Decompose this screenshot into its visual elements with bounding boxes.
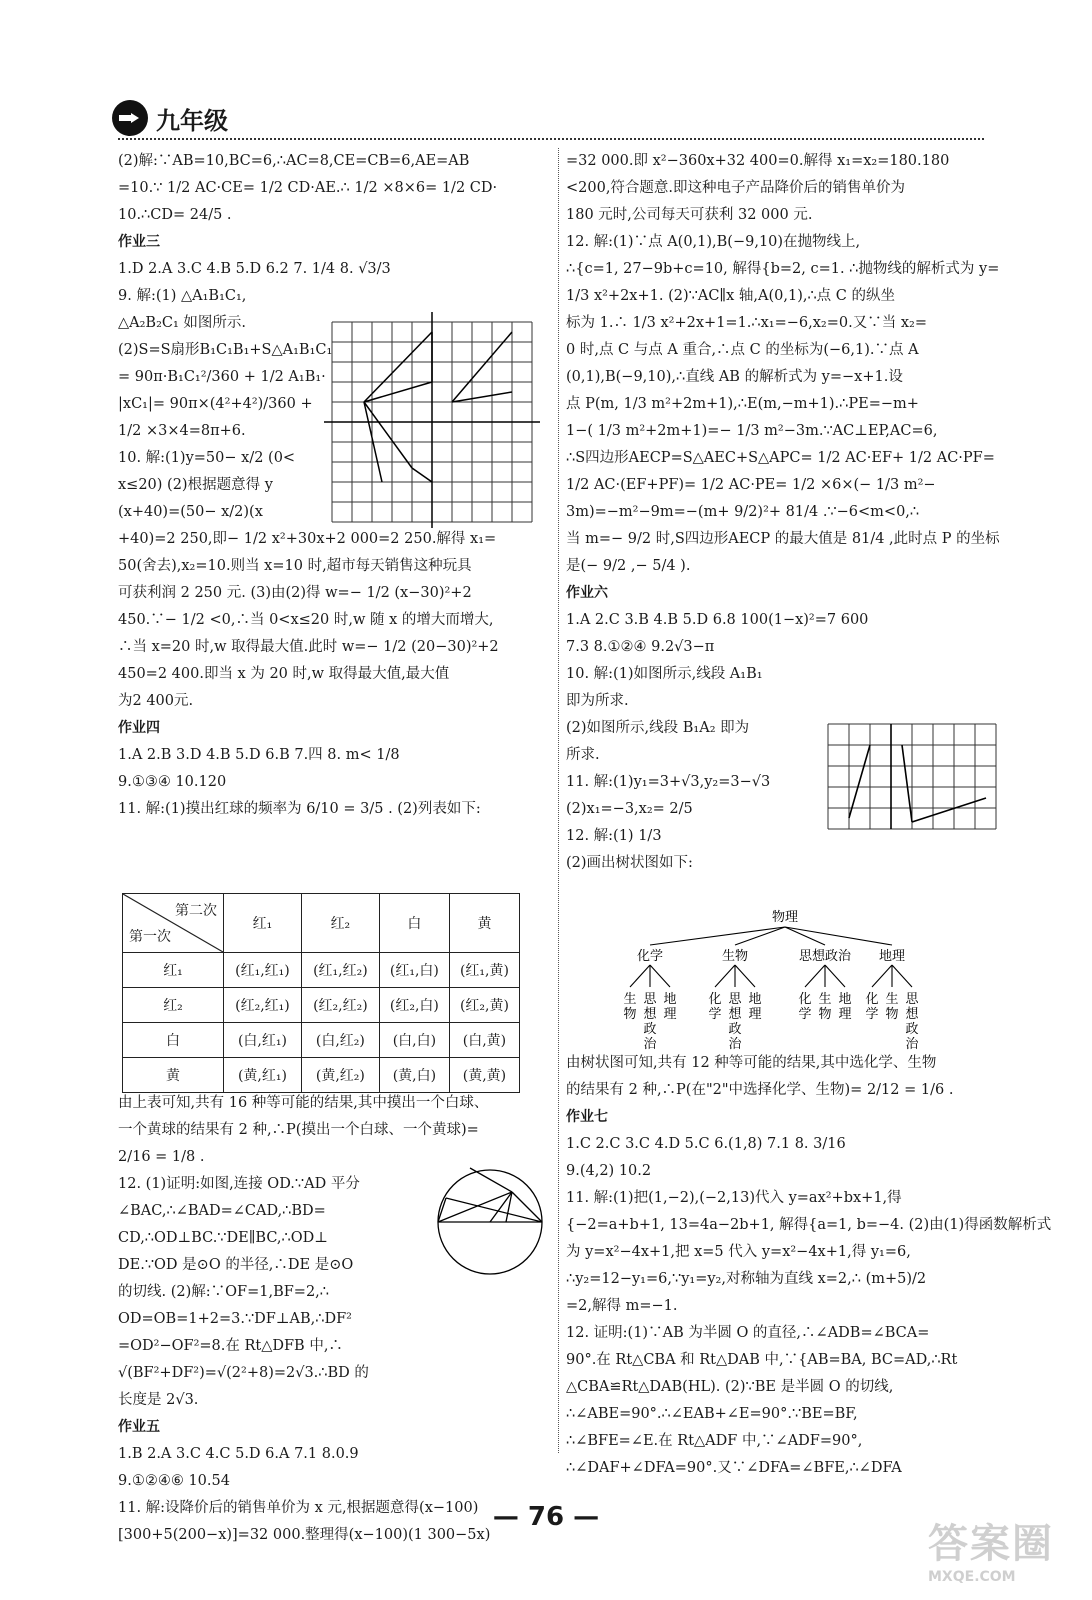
text-line: 12. 解:(1)∵点 A(0,1),B(−9,10)在抛物线上, [566, 234, 861, 250]
text-line: 1/3 x²+2x+1. (2)∵AC∥x 轴,A(0,1),∴点 C 的纵坐 [566, 288, 895, 304]
column-header: 红₁ [224, 894, 302, 953]
text-line: 1−( 1/3 m²+2m+1)=− 1/3 m²−3m.∵AC⊥EP,AC=6, [566, 423, 938, 439]
tree-leaf-char: 想 [643, 1007, 657, 1022]
text-line: 12. (1)证明:如图,连接 OD.∵AD 平分 [118, 1176, 360, 1192]
text-line: |xC₁|= 90π×(4²+4²)/360 + [118, 396, 313, 412]
tree-leaf-char: 思 [643, 992, 657, 1007]
table-cell: (红₂,白) [379, 988, 449, 1023]
arrow-logo-icon [112, 100, 148, 136]
text-line: 11. 解:设降价后的销售单价为 x 元,根据题意得(x−100) [118, 1500, 479, 1516]
row-header: 红₁ [123, 953, 224, 988]
text-line: 3m)=−m²−9m=−(m+ 9/2)²+ 81/4 .∵−6<m<0,∴ [566, 504, 920, 520]
tree-leaf-char: 思 [905, 992, 919, 1007]
answer-line: 7.3 8.①②④ 9.2√3−π [566, 639, 715, 655]
text-line: 90°.在 Rt△CBA 和 Rt△DAB 中,∵{AB=BA, BC=AD,∴Rt [566, 1352, 958, 1368]
text-line: 可获利润 2 250 元. (3)由(2)得 w=− 1/2 (x−30)²+2 [118, 585, 472, 601]
table-row [123, 988, 520, 1023]
answer-line: 9.①②④⑥ 10.54 [118, 1473, 230, 1489]
text-line: 50(舍去),x₂=10.则当 x=10 时,超市每天销售这种玩具 [118, 558, 472, 574]
table-cell: (白,红₂) [301, 1023, 379, 1058]
text-line: 一个黄球的结果有 2 种,∴P(摸出一个白球、一个黄球)= [118, 1122, 479, 1138]
table-cell: (白,黄) [449, 1023, 519, 1058]
text-line: 12. 证明:(1)∵AB 为半圆 O 的直径,∴∠ADB=∠BCA= [566, 1325, 930, 1341]
text-line: 10. 解:(1)y=50− x/2 (0< [118, 450, 296, 466]
text-line: =OD²−OF²=8.在 Rt△DFB 中,∴ [118, 1338, 343, 1354]
text-line: =10.∵ 1/2 AC·CE= 1/2 CD·AE.∴ 1/2 ×8×6= 1/2 CD· [118, 180, 498, 196]
left-column-bottom [118, 1090, 550, 1549]
coordinate-grid-figure [322, 308, 546, 530]
text-line: ∴{c=1, 27−9b+c=10, 解得{b=2, c=1. ∴抛物线的解析式为 y= [566, 261, 1000, 277]
column-divider [558, 148, 559, 1453]
answer-line: 1.C 2.C 3.C 4.D 5.C 6.(1,8) 7.1 8. 3/16 [566, 1136, 846, 1152]
tree-leaf-char: 想 [905, 1007, 919, 1022]
text-line: 是(− 9/2 ,− 5/4 ). [566, 558, 691, 574]
section-title: 作业七 [566, 1109, 608, 1125]
tree-leaf-char: 学 [798, 1007, 812, 1022]
text-line: △CBA≌Rt△DAB(HL). (2)∵BE 是半圆 O 的切线, [566, 1379, 894, 1395]
text-line: (2)解:∵AB=10,BC=6,∴AC=8,CE=CB=6,AE=AB [118, 153, 470, 169]
tree-node: 化学 [636, 949, 664, 964]
table-head-first: 第一次 [129, 929, 171, 945]
table-cell: (黄,白) [379, 1058, 449, 1093]
text-line: 长度是 2√3. [118, 1392, 199, 1408]
section-title: 作业六 [566, 585, 608, 601]
table-cell: (红₁,红₂) [301, 953, 379, 988]
column-header: 白 [379, 894, 449, 953]
text-line: ∴∠BFE=∠E.在 Rt△ADF 中,∵∠ADF=90°, [566, 1433, 863, 1449]
text-line: OD=OB=1+2=3.∵DF⊥AB,∴DF² [118, 1311, 352, 1327]
row-header: 黄 [123, 1058, 224, 1093]
text-line: 1/2 AC·(EF+PF)= 1/2 AC·PE= 1/2 ×6×(− 1/3 m²− [566, 477, 936, 493]
table-cell: (白,红₁) [224, 1023, 302, 1058]
watermark-url: MXQE.COM [928, 1569, 1016, 1585]
page-number: — 76 — [492, 1502, 600, 1532]
text-line: ∴∠DAF+∠DFA=90°.又∵∠DFA=∠BFE,∴∠DFA [566, 1460, 902, 1476]
tree-leaf-char: 学 [865, 1007, 879, 1022]
tree-node: 生物 [721, 949, 749, 964]
watermark-text: 答案圈 [928, 1521, 1054, 1567]
text-line: (x+40)=(50− x/2)(x [118, 504, 263, 520]
answer-line: 1.B 2.A 3.C 4.C 5.D 6.A 7.1 8.0.9 [118, 1446, 359, 1462]
section-title: 作业三 [118, 234, 160, 250]
tree-leaf-char: 地 [663, 992, 677, 1007]
text-line: 由树状图可知,共有 12 种等可能的结果,其中选化学、生物 [566, 1055, 937, 1071]
section-title: 作业四 [118, 720, 160, 736]
table-row [123, 953, 520, 988]
answer-line: 1.A 2.B 3.D 4.B 5.D 6.B 7.四 8. m< 1/8 [118, 747, 400, 763]
text-line: (2)如图所示,线段 B₁A₂ 即为 [566, 720, 750, 736]
tree-leaves [623, 991, 919, 1052]
text-line: 11. 解:(1)摸出红球的频率为 6/10 = 3/5 . (2)列表如下: [118, 801, 481, 817]
segment-grid-figure [826, 722, 998, 840]
table-cell: (红₁,红₁) [224, 953, 302, 988]
text-line: 由上表可知,共有 16 种等可能的结果,其中摸出一个白球、 [118, 1095, 489, 1111]
tree-leaf-char: 生 [623, 992, 637, 1007]
text-line: 0 时,点 C 与点 A 重合,∴点 C 的坐标为(−6,1).∵点 A [566, 342, 919, 358]
tree-leaf-char: 学 [708, 1007, 722, 1022]
text-line: (0,1),B(−9,10),∴直线 AB 的解析式为 y=−x+1.设 [566, 369, 903, 385]
page-number-value: 76 [527, 1502, 565, 1532]
table-cell: (红₂,黄) [449, 988, 519, 1023]
text-line: 标为 1.∴ 1/3 x²+2x+1=1.∴x₁=−6,x₂=0.又∵当 x₂= [566, 315, 927, 331]
table-row [123, 1058, 520, 1093]
text-line: √(BF²+DF²)=√(2²+8)=2√3.∴BD 的 [118, 1365, 369, 1381]
table-cell: (红₂,红₂) [301, 988, 379, 1023]
text-line: 的切线. (2)解:∵OF=1,BF=2,∴ [118, 1284, 330, 1300]
text-line: 10.∴CD= 24/5 . [118, 207, 232, 223]
text-line: (2)画出树状图如下: [566, 855, 693, 871]
circle-geometry-figure [428, 1160, 556, 1270]
table-row [123, 1023, 520, 1058]
tree-leaf-char: 治 [643, 1037, 657, 1052]
tree-leaf-char: 化 [865, 992, 879, 1007]
tree-leaf-char: 理 [838, 1007, 852, 1022]
text-line: = 90π·B₁C₁²/360 + 1/2 A₁B₁· [118, 369, 326, 385]
text-line: 所求. [566, 747, 600, 763]
table-cell: (红₁,黄) [449, 953, 519, 988]
row-header: 红₂ [123, 988, 224, 1023]
row-header: 白 [123, 1023, 224, 1058]
text-line: DE.∵OD 是⊙O 的半径,∴DE 是⊙O [118, 1257, 354, 1273]
text-line: =32 000.即 x²−360x+32 400=0.解得 x₁=x₂=180.180 [566, 153, 950, 169]
text-line: 450.∵− 1/2 <0,∴当 0<x≤20 时,w 随 x 的增大而增大, [118, 612, 494, 628]
text-line: <200,符合题意.即这种电子产品降价后的销售单价为 [566, 180, 906, 196]
text-line: 为2 400元. [118, 693, 194, 709]
tree-leaf-char: 地 [748, 992, 762, 1007]
text-line: 11. 解:(1)把(1,−2),(−2,13)代入 y=ax²+bx+1,得 [566, 1190, 902, 1206]
tree-leaf-char: 治 [905, 1037, 919, 1052]
text-line: {−2=a+b+1, 13=4a−2b+1, 解得{a=1, b=−4. (2)由(1)得函数解析式 [566, 1217, 1052, 1233]
tree-leaf-char: 政 [643, 1022, 657, 1037]
tree-leaf-char: 政 [728, 1022, 742, 1037]
text-line: x≤20) (2)根据题意得 y [118, 477, 273, 493]
tree-leaf-char: 生 [885, 992, 899, 1007]
watermark-logo [928, 1512, 1078, 1592]
tree-leaf-char: 理 [663, 1007, 677, 1022]
text-line: CD,∴OD⊥BC.∵DE∥BC,∴OD⊥ [118, 1230, 328, 1246]
tree-root: 物理 [771, 910, 799, 925]
table-cell: (黄,红₂) [301, 1058, 379, 1093]
text-line: =2,解得 m=−1. [566, 1298, 678, 1314]
tree-diagram [620, 905, 950, 1055]
tree-leaf-char: 治 [728, 1037, 742, 1052]
tree-leaf-char: 理 [748, 1007, 762, 1022]
text-line: 180 元时,公司每天可获利 32 000 元. [566, 207, 813, 223]
text-line: 450=2 400.即当 x 为 20 时,w 取得最大值,最大值 [118, 666, 450, 682]
tree-leaf-char: 物 [623, 1007, 637, 1022]
tree-leaf-char: 想 [728, 1007, 742, 1022]
tree-leaf-char: 物 [818, 1007, 832, 1022]
table-cell: (白,白) [379, 1023, 449, 1058]
tree-leaf-char: 政 [905, 1022, 919, 1037]
text-line: [300+5(200−x)]=32 000.整理得(x−100)(1 300−5x) [118, 1527, 491, 1543]
table-cell: (黄,红₁) [224, 1058, 302, 1093]
right-column-bottom [566, 1050, 1052, 1482]
table-cell: (黄,黄) [449, 1058, 519, 1093]
page-header [112, 98, 228, 138]
tree-leaf-char: 地 [838, 992, 852, 1007]
column-header: 红₂ [301, 894, 379, 953]
tree-leaf-char: 生 [818, 992, 832, 1007]
table-head-second: 第二次 [175, 903, 217, 919]
text-line: 9. 解:(1) △A₁B₁C₁, [118, 288, 247, 304]
column-header: 黄 [449, 894, 519, 953]
text-line: 即为所求. [566, 693, 629, 709]
text-line: (2)x₁=−3,x₂= 2/5 [566, 801, 693, 817]
tree-node: 地理 [878, 949, 906, 964]
header-divider [118, 138, 984, 140]
text-line: 10. 解:(1)如图所示,线段 A₁B₁ [566, 666, 763, 682]
section-title: 作业五 [118, 1419, 160, 1435]
tree-leaf-char: 物 [885, 1007, 899, 1022]
text-line: 点 P(m, 1/3 m²+2m+1),∴E(m,−m+1).∴PE=−m+ [566, 396, 919, 412]
tree-leaf-char: 化 [798, 992, 812, 1007]
table-cell: (红₂,红₁) [224, 988, 302, 1023]
text-line: 12. 解:(1) 1/3 [566, 828, 662, 844]
text-line: (2)S=S扇形B₁C₁B₁+S△A₁B₁C₁ [118, 342, 333, 358]
answer-line: 1.A 2.C 3.B 4.B 5.D 6.8 100(1−x)²=7 600 [566, 612, 869, 628]
grade-title: 九年级 [156, 106, 228, 135]
text-line: 当 m=− 9/2 时,S四边形AECP 的最大值是 81/4 ,此时点 P 的坐标 [566, 531, 1000, 547]
text-line: 2/16 = 1/8 . [118, 1149, 205, 1165]
text-line: 为 y=x²−4x+1,把 x=5 代入 y=x²−4x+1,得 y₁=6, [566, 1244, 911, 1260]
text-line: ∴S四边形AECP=S△AEC+S△APC= 1/2 AC·EF+ 1/2 AC·PF= [566, 450, 995, 466]
answer-line: 9.①③④ 10.120 [118, 774, 227, 790]
text-line: 1/2 ×3×4=8π+6. [118, 423, 246, 439]
text-line: ∴当 x=20 时,w 取得最大值.此时 w=− 1/2 (20−30)²+2 [118, 639, 499, 655]
tree-leaf-char: 化 [708, 992, 722, 1007]
text-line: 的结果有 2 种,∴P(在"2"中选择化学、生物)= 2/12 = 1/6 . [566, 1082, 954, 1098]
text-line: +40)=2 250,即− 1/2 x²+30x+2 000=2 250.解得 x₁= [118, 531, 497, 547]
tree-node: 思想政治 [798, 949, 852, 964]
answer-line: 1.D 2.A 3.C 4.B 5.D 6.2 7. 1/4 8. √3/3 [118, 261, 391, 277]
text-line: ∠BAC,∴∠BAD=∠CAD,∴BD= [118, 1203, 326, 1219]
table-corner-cell [123, 894, 224, 953]
text-line: 11. 解:(1)y₁=3+√3,y₂=3−√3 [566, 774, 771, 790]
tree-leaf-char: 思 [728, 992, 742, 1007]
text-line: ∴∠ABE=90°.∴∠EAB+∠E=90°.∵BE=BF, [566, 1406, 858, 1422]
answer-line: 9.(4,2) 10.2 [566, 1163, 652, 1179]
probability-table [122, 893, 520, 1093]
text-line: ∴y₂=12−y₁=6,∵y₁=y₂,对称轴为直线 x=2,∴ (m+5)/2 [566, 1271, 927, 1287]
table-cell: (红₁,白) [379, 953, 449, 988]
text-line: △A₂B₂C₁ 如图所示. [118, 315, 247, 331]
